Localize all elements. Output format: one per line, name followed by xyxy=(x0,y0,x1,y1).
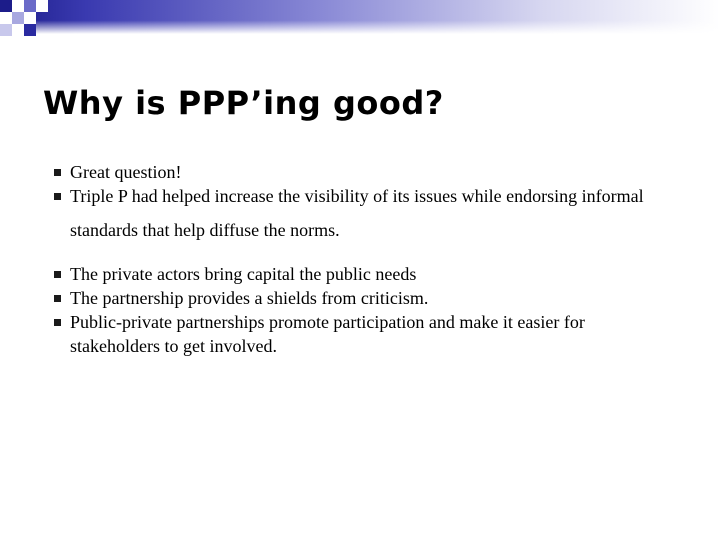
square-bullet-icon xyxy=(54,271,61,278)
square-bullet-icon xyxy=(54,319,61,326)
corner-square xyxy=(24,24,36,36)
bullet-text: Triple P had helped increase the visibility of its issues while endorsing informal standards that help diffuse the norms. xyxy=(70,186,644,240)
bullet-text: Great question! xyxy=(70,162,182,182)
bullet-text: Public-private partnerships promote participation and make it easier for stakeholders to get involved. xyxy=(70,312,585,356)
slide-title: Why is PPP’ing good? xyxy=(43,84,444,122)
bullet-text: The private actors bring capital the public needs xyxy=(70,264,417,284)
bullet-list xyxy=(54,160,674,358)
corner-square xyxy=(0,0,12,12)
bullet-item xyxy=(54,262,674,286)
corner-square xyxy=(0,12,12,24)
corner-square xyxy=(12,0,24,12)
square-bullet-icon xyxy=(54,169,61,176)
square-bullet-icon xyxy=(54,193,61,200)
corner-square xyxy=(24,12,36,24)
bullet-text: The partnership provides a shields from criticism. xyxy=(70,288,429,308)
bullet-item xyxy=(54,286,674,310)
square-bullet-icon xyxy=(54,295,61,302)
corner-square xyxy=(24,0,36,12)
corner-square xyxy=(12,24,24,36)
corner-square xyxy=(36,0,48,12)
bullet-item xyxy=(54,179,674,247)
top-band-fade xyxy=(0,0,720,34)
corner-square xyxy=(12,12,24,24)
corner-square xyxy=(0,24,12,36)
bullet-item xyxy=(54,310,674,358)
